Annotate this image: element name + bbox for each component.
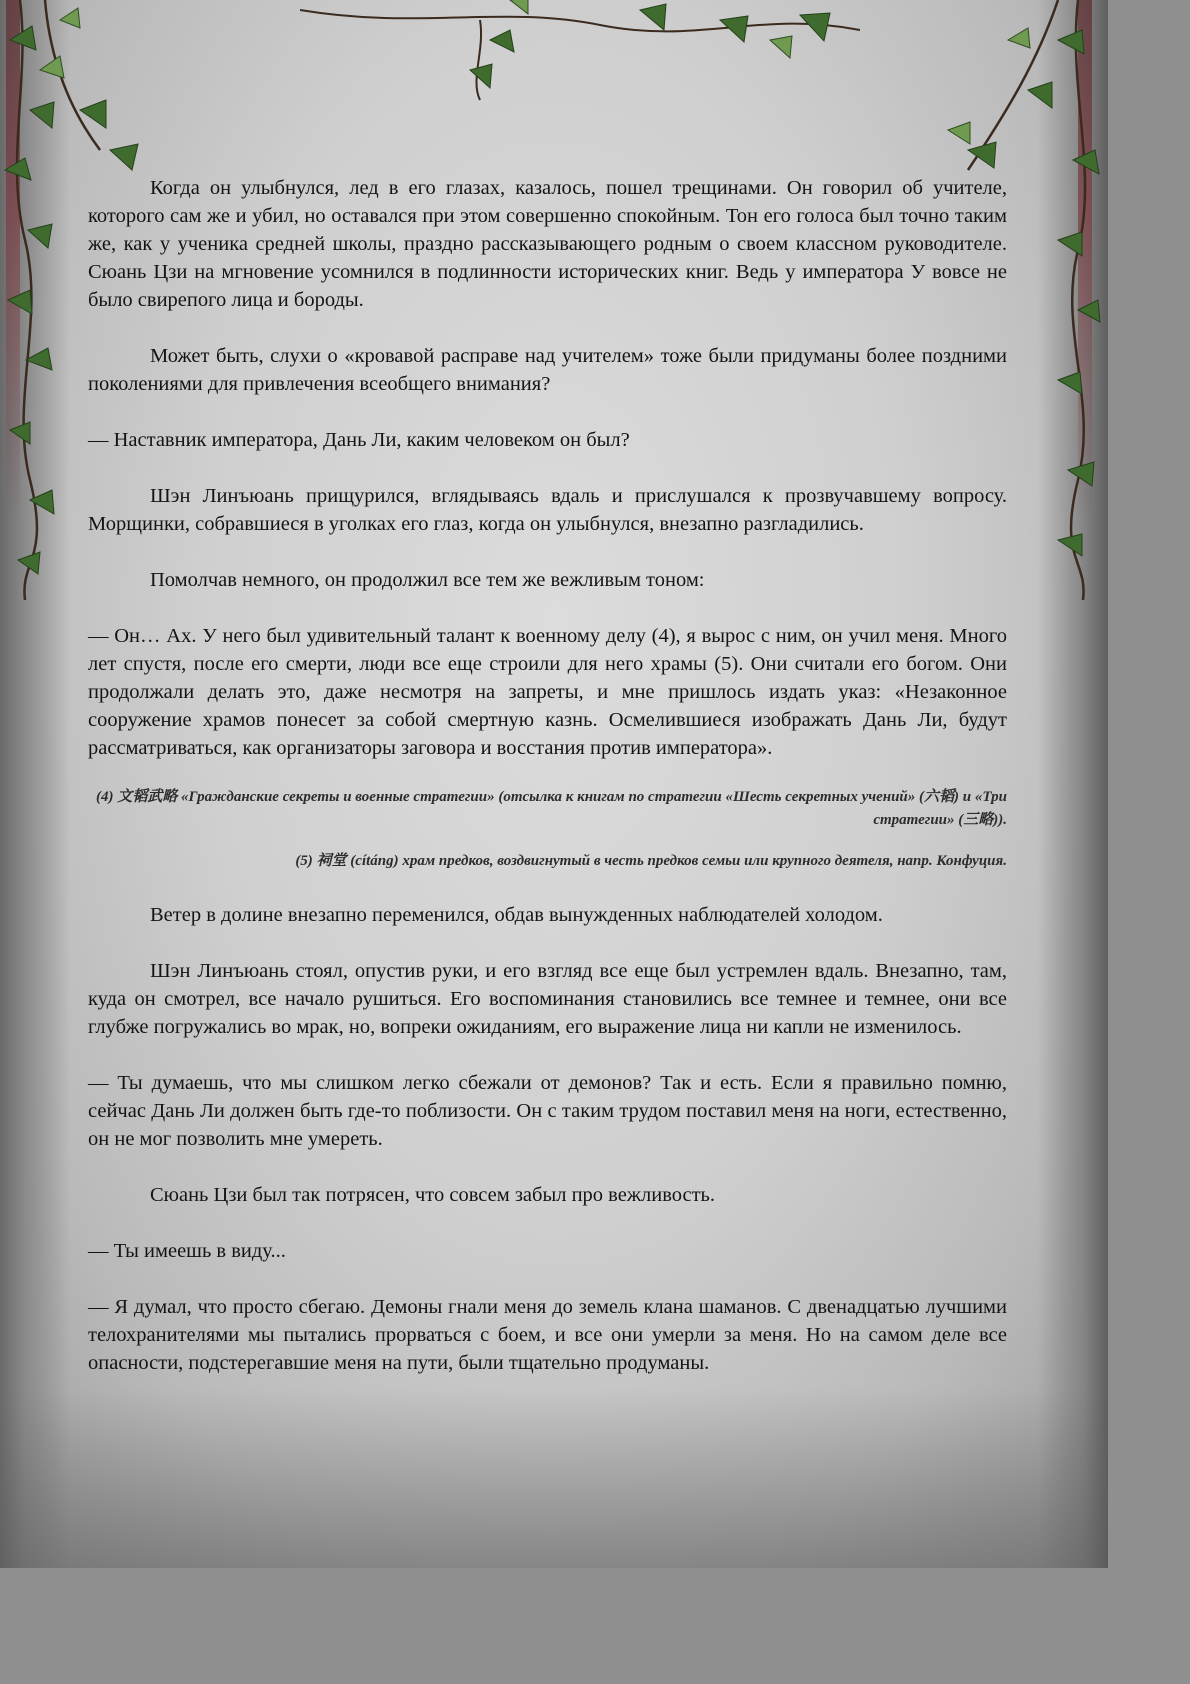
document-body xyxy=(88,174,1007,1377)
ivy-vine-top-icon xyxy=(300,0,860,130)
paragraph-1: Когда он улыбнулся, лед в его глазах, казалось, пошел трещинами. Он говорил об учителе, которого сам же и убил, но оставался при этом совершенно спокойным. Тон его голоса был точно таким же, как у ученика средней школы, праздно рассказывающего родным о своем классном руководителе. Сюань Цзи на мгновение усомнился в подлинности исторических книг. Ведь у императора У вовсе не было свирепого лица и бороды. xyxy=(88,177,1007,311)
paragraph-4: Шэн Линъюань прищурился, вглядываясь вдаль и прислушался к прозвучавшему вопросу. Морщинки, собравшиеся в уголках его глаз, когда он улыбнулся, внезапно разгладились. xyxy=(88,485,1007,535)
paragraph-11: — Ты имеешь в виду... xyxy=(88,1240,286,1262)
shadow-edge-bottom xyxy=(0,1388,1108,1568)
paragraph-2: Может быть, слухи о «кровавой расправе над учителем» тоже были придуманы более поздними поколениями для привлечения всеобщего внимания? xyxy=(88,345,1007,395)
paragraph-9: — Ты думаешь, что мы слишком легко сбежали от демонов? Так и есть. Если я правильно помню, сейчас Дань Ли должен быть где-то поблизости. Он с таким трудом поставил меня на ноги, естественно, он не мог позволить мне умереть. xyxy=(88,1072,1007,1150)
paragraph-6: — Он… Ах. У него был удивительный талант к военному делу (4), я вырос с ним, он учил меня. Много лет спустя, после его смерти, люди все еще строили для него храмы (5). Они считали его богом. Они продолжали делать это, даже несмотря на запреты, и мне пришлось издать указ: «Незаконное сооружение храмов понесет за собой смертную казнь. Осмелившиеся изображать Дань Ли, будут рассматриваться, как организаторы заговора и восстания против императора». xyxy=(88,625,1007,759)
paragraph-5: Помолчав немного, он продолжил все тем же вежливым тоном: xyxy=(150,569,705,591)
paragraph-12: — Я думал, что просто сбегаю. Демоны гнали меня до земель клана шаманов. С двенадцатью лучшими телохранителями мы пытались прорваться с боем, и все они умерли за меня. Но на самом деле все опасности, подстерегавшие меня на пути, были тщательно продуманы. xyxy=(88,1296,1007,1374)
paragraph-10: Сюань Цзи был так потрясен, что совсем забыл про вежливость. xyxy=(150,1184,716,1206)
paragraph-8: Шэн Линъюань стоял, опустив руки, и его взгляд все еще был устремлен вдаль. Внезапно, там, куда он смотрел, все начало рушиться. Его воспоминания становились все темнее и темнее, они все глубже погружались во мрак, но, вопреки ожиданиям, его выражение лица ни капли не изменилось. xyxy=(88,960,1007,1038)
paragraph-3: — Наставник императора, Дань Ли, каким человеком он был? xyxy=(88,429,630,451)
paragraph-7: Ветер в долине внезапно переменился, обдав вынужденных наблюдателей холодом. xyxy=(150,904,883,926)
footnote-5: (5) 祠堂 (cítáng) храм предков, воздвигнутый в честь предков семьи или крупного деятеля, напр. Конфуция. xyxy=(295,853,1007,869)
footnote-4: (4) 文韬武略 «Гражданские секреты и военные стратегии» (отсылка к книгам по стратегии «Шесть секретных учений» (六韬) и «Три стратегии» (三略)). xyxy=(96,789,1007,828)
